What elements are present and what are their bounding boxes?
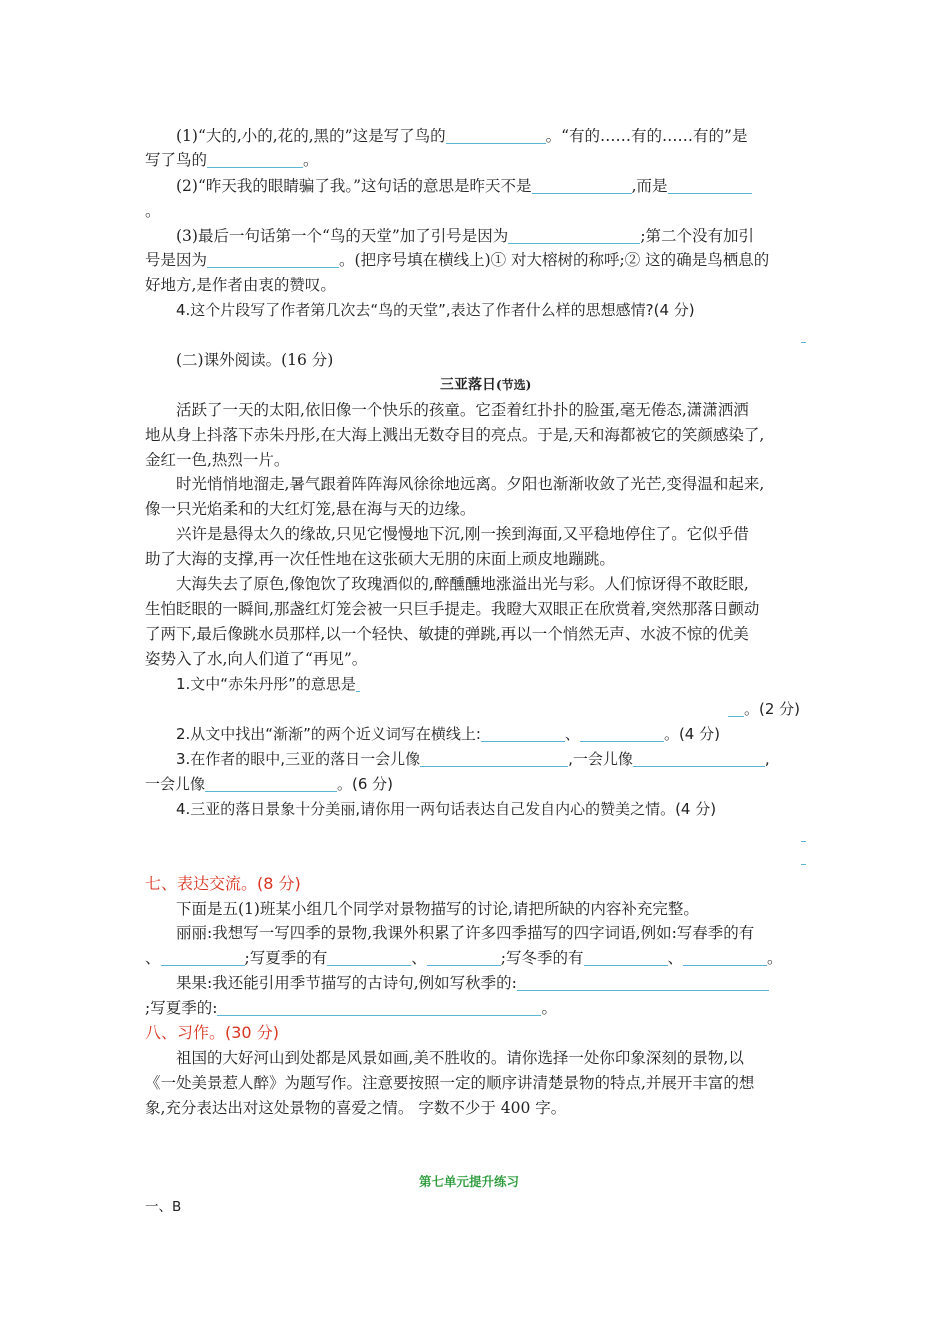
q3-text-e: 好地方,是作者由衷的赞叹。 <box>145 276 336 294</box>
lili-line2 <box>145 946 783 970</box>
q4-answer-line[interactable] <box>801 342 806 343</box>
rq3-blank-3[interactable] <box>205 775 337 792</box>
section7-intro: 下面是五(1)班某小组几个同学对景物描写的讨论,请把所缺的内容补充完整。 <box>176 900 699 918</box>
section8-line1: 祖国的大好河山到处都是风景如画,美不胜收的。请你选择一处你印象深刻的景物,以 <box>176 1049 744 1067</box>
passage-line: 活跃了一天的太阳,依旧像一个快乐的孩童。它歪着红扑扑的脸蛋,毫无倦态,潇潇洒洒 <box>176 401 749 419</box>
rq2-blank-2[interactable] <box>580 725 664 742</box>
q3-text-b: ;第二个没有加引 <box>640 227 755 245</box>
q1-blank-1[interactable] <box>446 127 546 144</box>
section8-line3: 象,充分表达出对这处景物的喜爱之情。 字数不少于 400 字。 <box>145 1099 567 1117</box>
q3-blank-1[interactable] <box>508 227 640 244</box>
q2-blank-1[interactable] <box>532 177 632 194</box>
rq3-text-e: 。(6 分) <box>337 775 394 793</box>
rq3-text-d: 一会儿像 <box>145 775 206 793</box>
lili-summer-label: ;写夏季的有 <box>244 949 328 967</box>
q2-text-b: ,而是 <box>631 177 668 195</box>
section2-header: (二)课外阅读。(16 分) <box>176 351 334 369</box>
passage-line: 生怕眨眼的一瞬间,那盏红灯笼会被一只巨手提走。我瞪大双眼正在欣赏着,突然那落日颤动 <box>145 600 760 618</box>
q3-blank-2[interactable] <box>207 251 339 268</box>
guoguo-text-a: 果果:我还能引用季节描写的古诗句,例如写秋季的: <box>176 974 517 992</box>
q3-line3 <box>145 273 336 297</box>
q3-text-a: (3)最后一句话第一个“鸟的天堂”加了引号是因为 <box>176 227 509 245</box>
rq3-text-a: 3.在作者的眼中,三亚的落日一会儿像 <box>176 750 421 768</box>
q1-text-c: 写了鸟的 <box>145 151 208 169</box>
passage-line: 了两下,最后像跳水员那样,以一个轻快、敏捷的弹跳,再以一个悄然无声、水波不惊的优美 <box>145 625 749 643</box>
rq1-blank-1[interactable] <box>356 675 360 692</box>
rq2-line <box>176 722 720 746</box>
lili-sep-2: 、 <box>411 949 427 967</box>
section8-line2: 《一处美景惹人醉》为题写作。注意要按照一定的顺序讲清楚景物的特点,并展开丰富的想 <box>145 1074 755 1092</box>
section8-header: 八、习作。(30 分) <box>145 1023 279 1042</box>
rq3-text-b: ,一会儿像 <box>568 750 633 768</box>
rq1-text: 1.文中“赤朱丹彤”的意思是 <box>176 675 356 693</box>
guoguo-blank-summer[interactable] <box>217 999 541 1016</box>
passage-line: 姿势入了水,向人们道了“再见”。 <box>145 650 368 668</box>
rq4-answer-line-2[interactable] <box>801 864 806 865</box>
q3-text-d: 。(把序号填在横线上)① 对大榕树的称呼;② 这的确是鸟栖息的 <box>339 251 770 269</box>
guoguo-line1 <box>176 971 769 995</box>
passage-line: 助了大海的支撑,再一次任性地在这张硕大无朋的床面上顽皮地蹦跳。 <box>145 550 615 568</box>
q3-line1 <box>176 224 754 248</box>
q2-line2 <box>145 199 161 223</box>
q1-line2 <box>145 148 319 172</box>
q2-blank-2[interactable] <box>668 177 752 194</box>
passage-title-note: (节选) <box>496 378 532 392</box>
rq1-line2 <box>728 697 800 721</box>
passage-line: 大海失去了原色,像饱饮了玫瑰酒似的,醉醺醺地涨溢出光与彩。人们惊讶得不敢眨眼, <box>176 575 749 593</box>
lili-blank-summer-1[interactable] <box>327 949 411 966</box>
q2-line1 <box>176 174 752 198</box>
rq3-blank-2[interactable] <box>633 750 765 767</box>
rq4-answer-line-1[interactable] <box>801 841 806 842</box>
lili-blank-winter-2[interactable] <box>683 949 767 966</box>
q3-text-c: 号是因为 <box>145 251 208 269</box>
answers-title: 第七单元提升练习 <box>419 1174 520 1189</box>
passage-title <box>440 373 531 397</box>
passage-line: 兴许是悬得太久的缘故,只见它慢慢地下沉,刚一挨到海面,又平稳地停住了。它似乎借 <box>176 525 749 543</box>
passage-line: 地从身上抖落下赤朱丹彤,在大海上溅出无数夺目的亮点。于是,天和海都被它的笑颜感染了, <box>145 426 765 444</box>
guoguo-end: 。 <box>541 999 557 1017</box>
q2-text-a: (2)“昨天我的眼睛骗了我。”这句话的意思是昨天不是 <box>176 177 532 195</box>
q3-line2 <box>145 248 769 272</box>
q1-text-a: (1)“大的,小的,花的,黑的”这是写了鸟的 <box>176 127 446 145</box>
rq3-blank-1[interactable] <box>420 750 568 767</box>
rq4-question: 4.三亚的落日景象十分美丽,请你用一两句话表达自己发自内心的赞美之情。(4 分) <box>176 800 717 818</box>
passage-line: 像一只光焰柔和的大红灯笼,悬在海与天的边缘。 <box>145 500 476 518</box>
lili-sep-1: 、 <box>145 949 161 967</box>
rq2-blank-1[interactable] <box>481 725 565 742</box>
lili-line1: 丽丽:我想写一写四季的景物,我课外积累了许多四季描写的四字词语,例如:写春季的有 <box>176 924 755 942</box>
q1-text-d: 。 <box>303 151 319 169</box>
rq1-line1 <box>176 672 360 696</box>
passage-title-text: 三亚落日 <box>440 377 496 393</box>
rq2-sep: 、 <box>564 725 580 743</box>
answer-first: 一、B <box>145 1199 182 1215</box>
q1-text-b: 。“有的……有的……有的”是 <box>545 127 748 145</box>
section7-header: 七、表达交流。(8 分) <box>145 874 301 893</box>
rq2-end: 。(4 分) <box>663 725 720 743</box>
q4-question: 4.这个片段写了作者第几次去“鸟的天堂”,表达了作者什么样的思想感情?(4 分) <box>176 301 695 319</box>
rq1-blank-2[interactable] <box>728 700 744 717</box>
lili-blank-summer-2[interactable] <box>427 949 501 966</box>
guoguo-line2 <box>145 996 557 1020</box>
lili-sep-3: 、 <box>667 949 684 967</box>
passage-line: 时光悄悄地溜走,暑气跟着阵阵海风徐徐地远离。夕阳也渐渐收敛了光芒,变得温和起来, <box>176 475 765 493</box>
q1-line1 <box>176 124 747 148</box>
rq1-end: 。(2 分) <box>744 700 801 718</box>
lili-blank-winter-1[interactable] <box>584 949 668 966</box>
rq3-text-c: , <box>764 750 770 768</box>
lili-blank-spring-2[interactable] <box>161 949 245 966</box>
rq3-line1 <box>176 747 770 771</box>
guoguo-text-b: ;写夏季的: <box>145 999 218 1017</box>
passage-line: 金红一色,热烈一片。 <box>145 451 290 469</box>
rq3-line2 <box>145 772 393 796</box>
q2-text-c: 。 <box>145 202 161 220</box>
rq2-text: 2.从文中找出“渐渐”的两个近义词写在横线上: <box>176 725 481 743</box>
q1-blank-2[interactable] <box>207 151 303 168</box>
guoguo-blank-autumn[interactable] <box>517 974 769 991</box>
lili-end: 。 <box>767 949 783 967</box>
lili-winter-label: ;写冬季的有 <box>500 949 584 967</box>
